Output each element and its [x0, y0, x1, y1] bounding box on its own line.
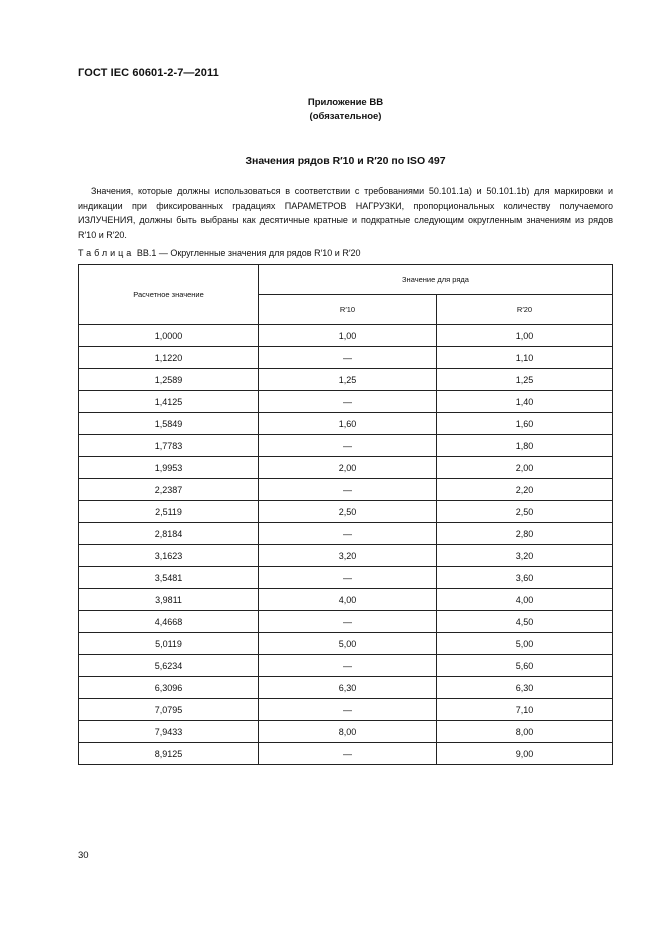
cell-r10-value: — — [259, 523, 437, 545]
table-row — [79, 611, 613, 633]
cell-r20-value: 3,60 — [437, 567, 613, 589]
cell-r20-value: 2,80 — [437, 523, 613, 545]
table-row — [79, 633, 613, 655]
cell-calculated-value: 5,6234 — [79, 655, 259, 677]
table-row — [79, 325, 613, 347]
cell-calculated-value: 1,5849 — [79, 413, 259, 435]
annex-title: Значения рядов R′10 и R′20 по ISO 497 — [245, 155, 446, 167]
intro-paragraph: Значения, которые должны использоваться в соответствии с требованиями 50.101.1а) и 50.101.1b) для маркировки и индикации при фиксированных градациях ПАРАМЕТРОВ НАГРУЗКИ, пропорциональных количеству получаемого ИЗЛУЧЕНИЯ, должны быть выбраны как десятичные кратные и подкратные следующим округленным значениям из рядов R′10 и R′20. — [78, 186, 613, 240]
table-row — [79, 479, 613, 501]
cell-r10-value: 2,00 — [259, 457, 437, 479]
cell-calculated-value: 1,4125 — [79, 391, 259, 413]
cell-r10-value: 2,50 — [259, 501, 437, 523]
cell-r10-value: 1,25 — [259, 369, 437, 391]
cell-r10-value: — — [259, 435, 437, 457]
cell-r20-value: 5,60 — [437, 655, 613, 677]
cell-r10-value: — — [259, 347, 437, 369]
cell-r10-value: — — [259, 479, 437, 501]
table-caption-prefix: Таблица — [78, 248, 135, 258]
cell-r10-value: 8,00 — [259, 721, 437, 743]
cell-calculated-value: 1,0000 — [79, 325, 259, 347]
table-row — [79, 545, 613, 567]
table-row — [79, 699, 613, 721]
cell-calculated-value: 8,9125 — [79, 743, 259, 765]
page-number: 30 — [78, 850, 89, 861]
cell-r10-value: 5,00 — [259, 633, 437, 655]
cell-r20-value: 3,20 — [437, 545, 613, 567]
table-row — [79, 369, 613, 391]
cell-calculated-value: 5,0119 — [79, 633, 259, 655]
cell-calculated-value: 3,5481 — [79, 567, 259, 589]
cell-calculated-value: 1,9953 — [79, 457, 259, 479]
cell-calculated-value: 7,0795 — [79, 699, 259, 721]
cell-r20-value: 6,30 — [437, 677, 613, 699]
cell-r10-value: — — [259, 567, 437, 589]
cell-calculated-value: 1,2589 — [79, 369, 259, 391]
cell-r10-value: — — [259, 611, 437, 633]
header-r10: R′10 — [259, 295, 437, 325]
cell-r10-value: 4,00 — [259, 589, 437, 611]
cell-r10-value: 3,20 — [259, 545, 437, 567]
cell-r20-value: 2,50 — [437, 501, 613, 523]
cell-r20-value: 1,80 — [437, 435, 613, 457]
header-calculated-value: Расчетное значение — [79, 265, 259, 325]
table-row — [79, 413, 613, 435]
cell-r10-value: — — [259, 743, 437, 765]
cell-r10-value: — — [259, 655, 437, 677]
cell-r20-value: 1,00 — [437, 325, 613, 347]
cell-r10-value: 1,00 — [259, 325, 437, 347]
cell-r10-value: — — [259, 699, 437, 721]
table-caption-text: ВВ.1 — Округленные значения для рядов R′10 и R′20 — [136, 248, 361, 258]
cell-calculated-value: 4,4668 — [79, 611, 259, 633]
table-row — [79, 501, 613, 523]
table-row — [79, 435, 613, 457]
cell-r20-value: 7,10 — [437, 699, 613, 721]
cell-r10-value: 1,60 — [259, 413, 437, 435]
table-row — [79, 347, 613, 369]
cell-r20-value: 4,00 — [437, 589, 613, 611]
table-row — [79, 589, 613, 611]
cell-r20-value: 1,10 — [437, 347, 613, 369]
table-row — [79, 391, 613, 413]
table-body — [79, 325, 613, 765]
table-row — [79, 655, 613, 677]
cell-calculated-value: 2,5119 — [79, 501, 259, 523]
cell-calculated-value: 3,9811 — [79, 589, 259, 611]
cell-r20-value: 2,20 — [437, 479, 613, 501]
table-row — [79, 567, 613, 589]
header-series-value: Значение для ряда — [259, 265, 613, 295]
cell-calculated-value: 2,2387 — [79, 479, 259, 501]
table-row — [79, 677, 613, 699]
cell-calculated-value: 7,9433 — [79, 721, 259, 743]
cell-calculated-value: 3,1623 — [79, 545, 259, 567]
cell-r20-value: 1,40 — [437, 391, 613, 413]
cell-calculated-value: 1,1220 — [79, 347, 259, 369]
cell-r20-value: 9,00 — [437, 743, 613, 765]
cell-r20-value: 8,00 — [437, 721, 613, 743]
cell-r10-value: 6,30 — [259, 677, 437, 699]
cell-calculated-value: 2,8184 — [79, 523, 259, 545]
table-row — [79, 721, 613, 743]
annex-heading — [0, 96, 661, 124]
cell-r20-value: 2,00 — [437, 457, 613, 479]
cell-r20-value: 4,50 — [437, 611, 613, 633]
table-row — [79, 457, 613, 479]
cell-r20-value: 1,60 — [437, 413, 613, 435]
cell-r10-value: — — [259, 391, 437, 413]
header-r20: R′20 — [437, 295, 613, 325]
cell-r20-value: 1,25 — [437, 369, 613, 391]
cell-calculated-value: 1,7783 — [79, 435, 259, 457]
document-header: ГОСТ IEC 60601-2-7—2011 — [78, 67, 219, 79]
table-row — [79, 743, 613, 765]
table-caption — [78, 248, 361, 258]
cell-calculated-value: 6,3096 — [79, 677, 259, 699]
cell-r20-value: 5,00 — [437, 633, 613, 655]
table-row — [79, 523, 613, 545]
values-table — [78, 264, 613, 765]
annex-label: Приложение ВВ — [307, 97, 384, 108]
annex-status: (обязательное) — [309, 111, 382, 122]
